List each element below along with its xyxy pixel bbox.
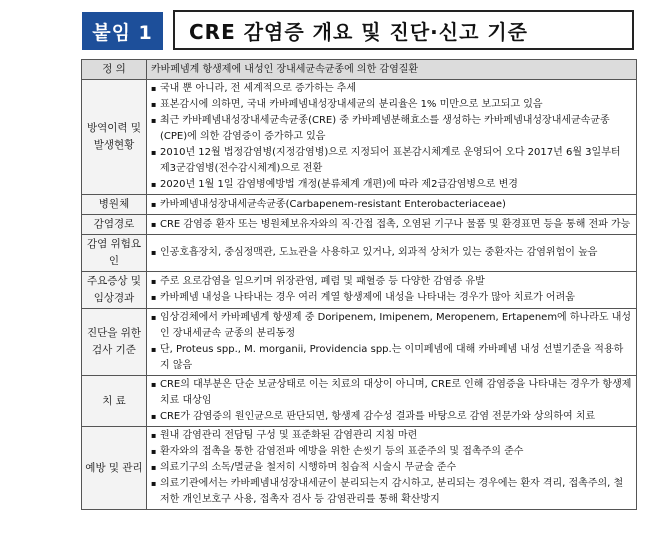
row-content: [147, 309, 637, 376]
attachment-badge: 붙임 1: [82, 12, 163, 50]
list-item: ▪ 의료기구의 소독/멸균을 철저히 시행하며 침습적 시술시 무균술 준수: [151, 460, 632, 476]
row-label: 정 의: [82, 60, 147, 80]
table-row-risk: [82, 235, 637, 272]
document-header: [82, 10, 640, 52]
row-label: 진단을 위한 검사 기준: [82, 309, 147, 376]
row-content: [147, 215, 637, 235]
row-label: 병원체: [82, 195, 147, 215]
table-row-transmission: [82, 215, 637, 235]
list-item: ▪ 최근 카바페넴내성장내세균속균종(CRE) 중 카바페넴분해효소를 생성하는 카바페넴내성장내세균속균종(CPE)에 의한 감염증이 증가하고 있음: [151, 113, 632, 145]
row-label: 감염 위험요인: [82, 235, 147, 272]
list-item: ▪ 환자와의 접촉을 통한 감염전파 예방을 위한 손씻기 등의 표준주의 및 접촉주의 준수: [151, 444, 632, 460]
row-label: 주요증상 및 임상경과: [82, 272, 147, 309]
row-label: 방역이력 및 발생현황: [82, 80, 147, 195]
row-label: 치 료: [82, 376, 147, 427]
list-item: ▪ 국내 뿐 아니라, 전 세계적으로 증가하는 추세: [151, 81, 632, 97]
list-item: ▪ 2020년 1월 1일 감염병예방법 개정(분류체계 개편)에 따라 제2급감염병으로 변경: [151, 177, 632, 193]
row-content: [147, 427, 637, 510]
list-item: ▪ 2010년 12월 법정감염병(지정감염병)으로 지정되어 표본감시체계로 운영되어 오다 2017년 6월 3일부터 제3군감염병(전수감시체계)으로 전환: [151, 145, 632, 177]
list-item: ▪ 카바페넴내성장내세균속균종(Carbapenem-resistant Enterobacteriaceae): [151, 197, 632, 213]
row-value: 카바페넴계 항생제에 내성인 장내세균속균종에 의한 감염질환: [147, 60, 637, 80]
cre-overview-table: [81, 59, 637, 510]
list-item: ▪ 인공호흡장치, 중심정맥관, 도뇨관을 사용하고 있거나, 외과적 상처가 있는 중환자는 감염위험이 높음: [151, 245, 632, 261]
list-item: ▪ 주로 요로감염을 일으키며 위장관염, 폐렴 및 패혈증 등 다양한 감염증 유발: [151, 274, 632, 290]
row-content: [147, 195, 637, 215]
row-label: 감염경로: [82, 215, 147, 235]
row-content: [147, 235, 637, 272]
row-content: [147, 272, 637, 309]
table-row-diagnosis: [82, 309, 637, 376]
list-item: ▪ CRE가 감염증의 원인균으로 판단되면, 항생제 감수성 결과를 바탕으로 감염 전문가와 상의하여 치료: [151, 409, 632, 425]
row-content: [147, 80, 637, 195]
table-row-history: [82, 80, 637, 195]
table-row-definition: [82, 60, 637, 80]
row-label: 예방 및 관리: [82, 427, 147, 510]
list-item: ▪ CRE의 대부분은 단순 보균상태로 이는 치료의 대상이 아니며, CRE로 인해 감염증을 나타내는 경우가 항생제 치료 대상임: [151, 377, 632, 409]
table-row-treatment: [82, 376, 637, 427]
list-item: ▪ 표본감시에 의하면, 국내 카바페넴내성장내세균의 분리율은 1% 미만으로 보고되고 있음: [151, 97, 632, 113]
list-item: ▪ 의료기관에서는 카바페넴내성장내세균이 분리되는지 감시하고, 분리되는 경우에는 환자 격리, 접촉주의, 철저한 개인보호구 사용, 접촉자 검사 등 감염관리를 통해 확산방지: [151, 476, 632, 508]
document-title: CRE 감염증 개요 및 진단·신고 기준: [173, 10, 634, 50]
table-row-symptoms: [82, 272, 637, 309]
list-item: ▪ 원내 감염관리 전담팀 구성 및 표준화된 감염관리 지침 마련: [151, 428, 632, 444]
list-item: ▪ CRE 감염증 환자 또는 병원체보유자와의 직·간접 접촉, 오염된 기구나 물품 및 환경표면 등을 통해 전파 가능: [151, 217, 632, 233]
row-content: [147, 376, 637, 427]
list-item: ▪ 임상검체에서 카바페넴계 항생제 중 Doripenem, Imipenem, Meropenem, Ertapenem에 하나라도 내성인 장내세균속 균종의 분리동정: [151, 310, 632, 342]
list-item: ▪ 단, Proteus spp., M. morganii, Providencia spp.는 이미페넴에 대해 카바페넴 내성 선별기준을 적용하지 않음: [151, 342, 632, 374]
table-row-prevention: [82, 427, 637, 510]
table-row-pathogen: [82, 195, 637, 215]
list-item: ▪ 카바페넴 내성을 나타내는 경우 여러 계열 항생제에 내성을 나타내는 경우가 많아 치료가 어려움: [151, 290, 632, 306]
